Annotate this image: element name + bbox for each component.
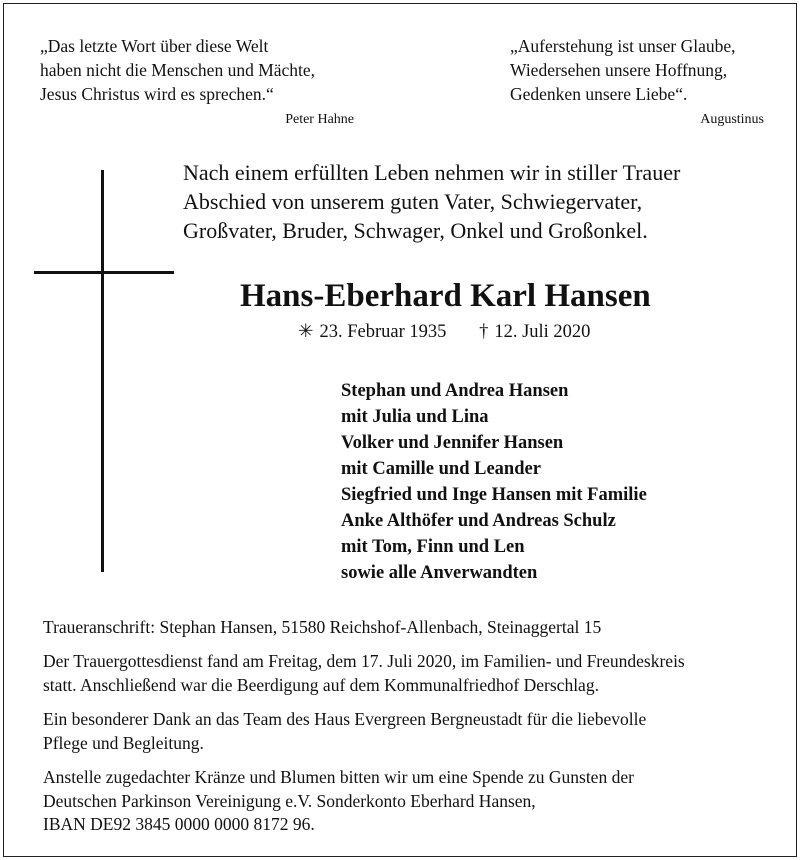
quote-right-line: Wiedersehen unsere Hoffnung,	[510, 60, 728, 80]
quote-left	[40, 34, 370, 130]
death-cross-icon: †	[479, 322, 489, 342]
address-line: Traueranschrift: Stephan Hansen, 51580 Reichshof-Allenbach, Steinaggertal 15	[43, 617, 602, 637]
service-line: Der Trauergottesdienst fand am Freitag, dem 17. Juli 2020, im Familien- und Freundeskreis	[43, 651, 685, 671]
mourner-line: Anke Althöfer und Andreas Schulz	[341, 511, 616, 531]
donation-line: Anstelle zugedachter Kränze und Blumen bitten wir um eine Spende zu Gunsten der	[43, 767, 634, 787]
cross-icon-vertical-bar	[101, 170, 104, 572]
quote-left-author: Peter Hahne	[285, 112, 354, 127]
mourning-address	[43, 616, 773, 640]
mourner-line: Volker und Jennifer Hansen	[341, 433, 564, 453]
quote-left-line: Jesus Christus wird es sprechen.“	[40, 84, 274, 104]
intro-line: Abschied von unserem guten Vater, Schwiegervater,	[183, 189, 643, 214]
quote-right-line: Gedenken unsere Liebe“.	[510, 84, 688, 104]
quote-right-line: „Auferstehung ist unser Glaube,	[510, 36, 736, 56]
mourner-line: mit Tom, Finn und Len	[341, 537, 525, 557]
death-date: 12. Juli 2020	[494, 322, 591, 342]
intro-line: Nach einem erfüllten Leben nehmen wir in stiller Trauer	[183, 160, 681, 185]
intro-line: Großvater, Bruder, Schwager, Onkel und Großonkel.	[183, 218, 648, 243]
thanks-line: Ein besonderer Dank an das Team des Haus Evergreen Bergneustadt für die liebevolle	[43, 709, 647, 729]
donation-line: IBAN DE92 3845 0000 0000 8172 96.	[43, 814, 315, 834]
life-dates	[298, 320, 590, 344]
intro-text	[183, 158, 680, 245]
birth-date: 23. Februar 1935	[319, 322, 447, 342]
quote-right	[510, 34, 770, 130]
donation-request	[43, 766, 773, 837]
thanks-line: Pflege und Begleitung.	[43, 732, 204, 753]
quote-left-line: „Das letzte Wort über diese Welt	[40, 36, 269, 56]
cross-icon-horizontal-bar	[34, 271, 174, 274]
thanks-note	[43, 708, 773, 755]
funeral-service-info	[43, 650, 773, 697]
service-line: statt. Anschließend war die Beerdigung auf dem Kommunalfriedhof Derschlag.	[43, 674, 599, 695]
death-date-group	[479, 320, 590, 344]
mourner-line: Stephan und Andrea Hansen	[341, 381, 569, 401]
deceased-name: Hans-Eberhard Karl Hansen	[240, 278, 651, 314]
mourner-line: mit Julia und Lina	[341, 407, 489, 427]
birth-star-icon: ✳	[298, 322, 314, 342]
mourner-line: Siegfried und Inge Hansen mit Familie	[341, 485, 647, 505]
mourner-line: mit Camille und Leander	[341, 459, 541, 479]
mourner-line: sowie alle Anverwandten	[341, 563, 538, 583]
donation-line: Deutschen Parkinson Vereinigung e.V. Sonderkonto Eberhard Hansen,	[43, 790, 536, 811]
birth-date-group	[298, 320, 446, 344]
mourners-list	[341, 378, 647, 586]
quote-left-line: haben nicht die Menschen und Mächte,	[40, 60, 316, 80]
quote-right-author: Augustinus	[700, 112, 764, 127]
